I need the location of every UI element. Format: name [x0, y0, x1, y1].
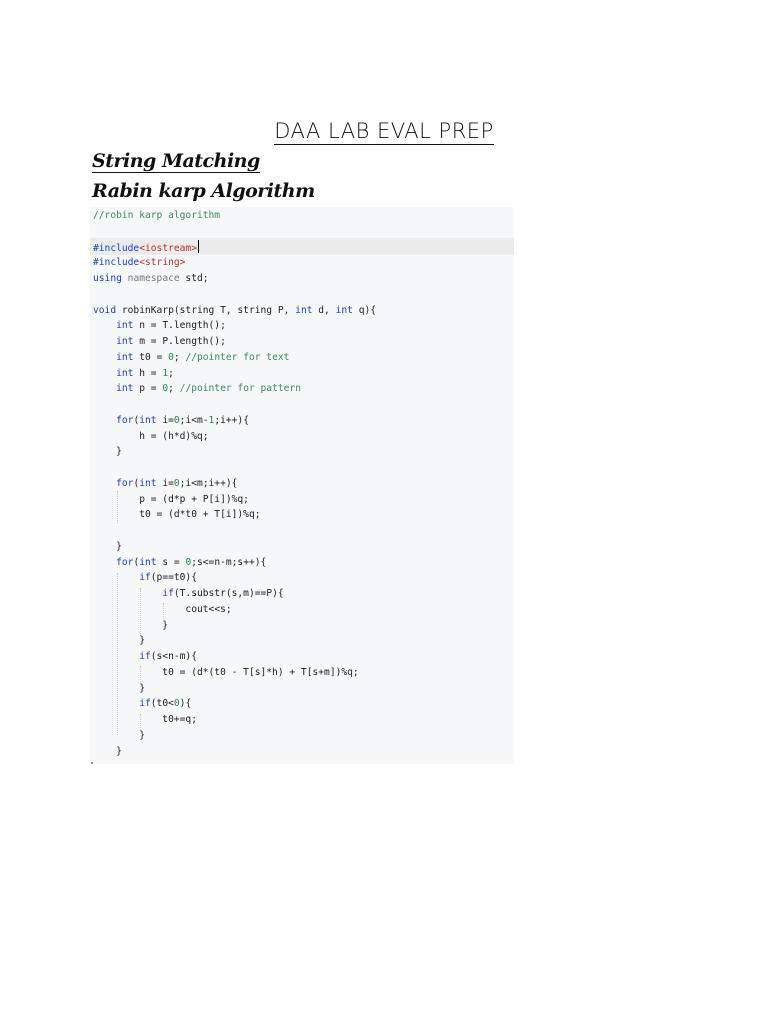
code-line: t0+=q;: [93, 714, 197, 725]
code-line: int m = P.length();: [116, 336, 226, 347]
heading-rabin-karp: Rabin karp Algorithm: [92, 180, 315, 202]
code-line: [93, 523, 376, 539]
code-text: [93, 208, 376, 759]
code-line: //robin karp algorithm: [93, 210, 221, 221]
code-line: if(T.substr(s,m)==P){: [162, 588, 284, 599]
code-line: }: [93, 729, 145, 741]
heading-string-matching: [92, 150, 260, 172]
heading-string-matching-text: String Matching: [92, 150, 260, 172]
code-line: t0 = (d*(t0 - T[s]*h) + T[s+m])%q;: [93, 666, 359, 678]
code-line: if(s<n-m){: [139, 651, 197, 662]
code-line: }: [93, 745, 122, 757]
code-line: using namespace std;: [93, 273, 209, 284]
code-line: void robinKarp(string T, string P, int d, int q){: [93, 304, 377, 316]
code-line: cout<<s;: [93, 603, 232, 615]
code-line: int t0 = 0; //pointer for text: [116, 351, 290, 363]
code-line: [93, 224, 376, 240]
code-line: t0 = (d*t0 + T[i])%q;: [93, 509, 261, 521]
code-line: int h = 1;: [116, 367, 174, 379]
code-line: }: [93, 635, 145, 647]
code-line: [93, 287, 376, 303]
code-line: if(t0<0){: [139, 698, 192, 710]
code-line: for(int i=0;i<m;i++){: [116, 477, 238, 489]
code-line: for(int i=0;i<m-1;i++){: [116, 414, 249, 426]
code-line: [93, 397, 376, 413]
code-line: for(int s = 0;s<=n-m;s++){: [116, 556, 267, 568]
code-line: }: [93, 540, 122, 552]
code-line: }: [93, 682, 145, 694]
code-line: #include<string>: [93, 257, 186, 269]
code-line: }: [93, 446, 122, 458]
code-line: if(p==t0){: [139, 572, 197, 584]
document-title-text: DAA LAB EVAL PREP: [274, 119, 494, 143]
code-line: [93, 460, 376, 476]
code-line: #include<iostream>: [93, 240, 376, 256]
code-block: [90, 207, 514, 764]
document-title: [0, 119, 768, 143]
text-cursor: [198, 240, 199, 253]
code-line: p = (d*p + P[i])%q;: [93, 493, 249, 505]
code-line: h = (h*d)%q;: [93, 430, 209, 442]
page-mark: [91, 762, 93, 764]
code-line: }: [93, 619, 169, 631]
code-line: int p = 0; //pointer for pattern: [116, 383, 301, 395]
code-line: int n = T.length();: [116, 320, 226, 332]
